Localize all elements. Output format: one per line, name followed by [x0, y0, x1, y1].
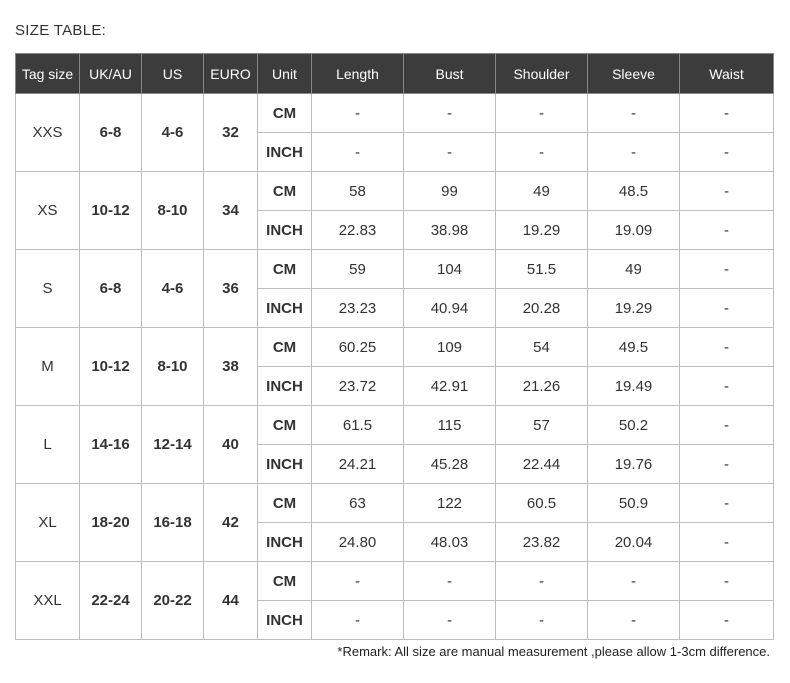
length-cell: 63 [312, 484, 404, 523]
bust-cell: 99 [404, 172, 496, 211]
header-waist: Waist [680, 54, 774, 94]
euro-cell: 40 [204, 406, 258, 484]
length-cell: - [312, 133, 404, 172]
length-cell: - [312, 94, 404, 133]
unit-cell: CM [258, 250, 312, 289]
waist-cell: - [680, 211, 774, 250]
tag-size-cell: XL [16, 484, 80, 562]
unit-cell: INCH [258, 289, 312, 328]
bust-cell: 38.98 [404, 211, 496, 250]
length-cell: 24.80 [312, 523, 404, 562]
length-cell: 59 [312, 250, 404, 289]
header-bust: Bust [404, 54, 496, 94]
uk-au-cell: 22-24 [80, 562, 142, 640]
table-row [16, 172, 774, 211]
tag-size-cell: S [16, 250, 80, 328]
uk-au-cell: 18-20 [80, 484, 142, 562]
tag-size-cell: M [16, 328, 80, 406]
waist-cell: - [680, 133, 774, 172]
sleeve-cell: 50.9 [588, 484, 680, 523]
euro-cell: 42 [204, 484, 258, 562]
bust-cell: - [404, 133, 496, 172]
shoulder-cell: 60.5 [496, 484, 588, 523]
unit-cell: INCH [258, 601, 312, 640]
shoulder-cell: 22.44 [496, 445, 588, 484]
us-cell: 4-6 [142, 250, 204, 328]
bust-cell: 122 [404, 484, 496, 523]
header-unit: Unit [258, 54, 312, 94]
table-row [16, 406, 774, 445]
euro-cell: 36 [204, 250, 258, 328]
shoulder-cell: - [496, 562, 588, 601]
shoulder-cell: - [496, 601, 588, 640]
shoulder-cell: 23.82 [496, 523, 588, 562]
unit-cell: CM [258, 406, 312, 445]
sleeve-cell: 20.04 [588, 523, 680, 562]
header-length: Length [312, 54, 404, 94]
size-table [15, 53, 774, 640]
unit-cell: CM [258, 94, 312, 133]
unit-cell: CM [258, 484, 312, 523]
length-cell: - [312, 562, 404, 601]
bust-cell: - [404, 601, 496, 640]
unit-cell: CM [258, 328, 312, 367]
sleeve-cell: - [588, 133, 680, 172]
euro-cell: 34 [204, 172, 258, 250]
sleeve-cell: 19.49 [588, 367, 680, 406]
tag-size-cell: XS [16, 172, 80, 250]
us-cell: 8-10 [142, 328, 204, 406]
header-sleeve: Sleeve [588, 54, 680, 94]
header-uk-au: UK/AU [80, 54, 142, 94]
length-cell: 22.83 [312, 211, 404, 250]
uk-au-cell: 10-12 [80, 172, 142, 250]
unit-cell: INCH [258, 211, 312, 250]
length-cell: 24.21 [312, 445, 404, 484]
header-tag-size: Tag size [16, 54, 80, 94]
bust-cell: 115 [404, 406, 496, 445]
sleeve-cell: 49.5 [588, 328, 680, 367]
table-row [16, 250, 774, 289]
shoulder-cell: 57 [496, 406, 588, 445]
table-row [16, 328, 774, 367]
length-cell: - [312, 601, 404, 640]
waist-cell: - [680, 367, 774, 406]
bust-cell: 40.94 [404, 289, 496, 328]
shoulder-cell: 49 [496, 172, 588, 211]
shoulder-cell: 19.29 [496, 211, 588, 250]
sleeve-cell: 49 [588, 250, 680, 289]
table-row [16, 562, 774, 601]
unit-cell: CM [258, 172, 312, 211]
waist-cell: - [680, 484, 774, 523]
page-title: SIZE TABLE: [15, 22, 107, 39]
remark-note: *Remark: All size are manual measurement ,please allow 1-3cm difference. [337, 644, 770, 659]
bust-cell: - [404, 94, 496, 133]
waist-cell: - [680, 523, 774, 562]
sleeve-cell: - [588, 94, 680, 133]
uk-au-cell: 10-12 [80, 328, 142, 406]
length-cell: 23.72 [312, 367, 404, 406]
bust-cell: 109 [404, 328, 496, 367]
shoulder-cell: 20.28 [496, 289, 588, 328]
euro-cell: 32 [204, 94, 258, 172]
sleeve-cell: 19.76 [588, 445, 680, 484]
unit-cell: INCH [258, 523, 312, 562]
us-cell: 4-6 [142, 94, 204, 172]
shoulder-cell: 21.26 [496, 367, 588, 406]
tag-size-cell: XXL [16, 562, 80, 640]
tag-size-cell: XXS [16, 94, 80, 172]
length-cell: 60.25 [312, 328, 404, 367]
sleeve-cell: - [588, 562, 680, 601]
euro-cell: 44 [204, 562, 258, 640]
shoulder-cell: 54 [496, 328, 588, 367]
waist-cell: - [680, 601, 774, 640]
us-cell: 16-18 [142, 484, 204, 562]
sleeve-cell: 50.2 [588, 406, 680, 445]
shoulder-cell: - [496, 94, 588, 133]
table-row [16, 484, 774, 523]
euro-cell: 38 [204, 328, 258, 406]
sleeve-cell: - [588, 601, 680, 640]
table-row [16, 94, 774, 133]
waist-cell: - [680, 328, 774, 367]
bust-cell: 48.03 [404, 523, 496, 562]
waist-cell: - [680, 172, 774, 211]
waist-cell: - [680, 406, 774, 445]
sleeve-cell: 48.5 [588, 172, 680, 211]
header-euro: EURO [204, 54, 258, 94]
waist-cell: - [680, 250, 774, 289]
tag-size-cell: L [16, 406, 80, 484]
header-us: US [142, 54, 204, 94]
sleeve-cell: 19.09 [588, 211, 680, 250]
bust-cell: 104 [404, 250, 496, 289]
bust-cell: 45.28 [404, 445, 496, 484]
length-cell: 58 [312, 172, 404, 211]
us-cell: 12-14 [142, 406, 204, 484]
unit-cell: CM [258, 562, 312, 601]
header-shoulder: Shoulder [496, 54, 588, 94]
waist-cell: - [680, 562, 774, 601]
sleeve-cell: 19.29 [588, 289, 680, 328]
waist-cell: - [680, 445, 774, 484]
length-cell: 23.23 [312, 289, 404, 328]
shoulder-cell: - [496, 133, 588, 172]
uk-au-cell: 14-16 [80, 406, 142, 484]
header-row [16, 54, 774, 94]
us-cell: 20-22 [142, 562, 204, 640]
bust-cell: - [404, 562, 496, 601]
us-cell: 8-10 [142, 172, 204, 250]
uk-au-cell: 6-8 [80, 250, 142, 328]
waist-cell: - [680, 289, 774, 328]
shoulder-cell: 51.5 [496, 250, 588, 289]
unit-cell: INCH [258, 445, 312, 484]
uk-au-cell: 6-8 [80, 94, 142, 172]
waist-cell: - [680, 94, 774, 133]
bust-cell: 42.91 [404, 367, 496, 406]
length-cell: 61.5 [312, 406, 404, 445]
unit-cell: INCH [258, 367, 312, 406]
unit-cell: INCH [258, 133, 312, 172]
